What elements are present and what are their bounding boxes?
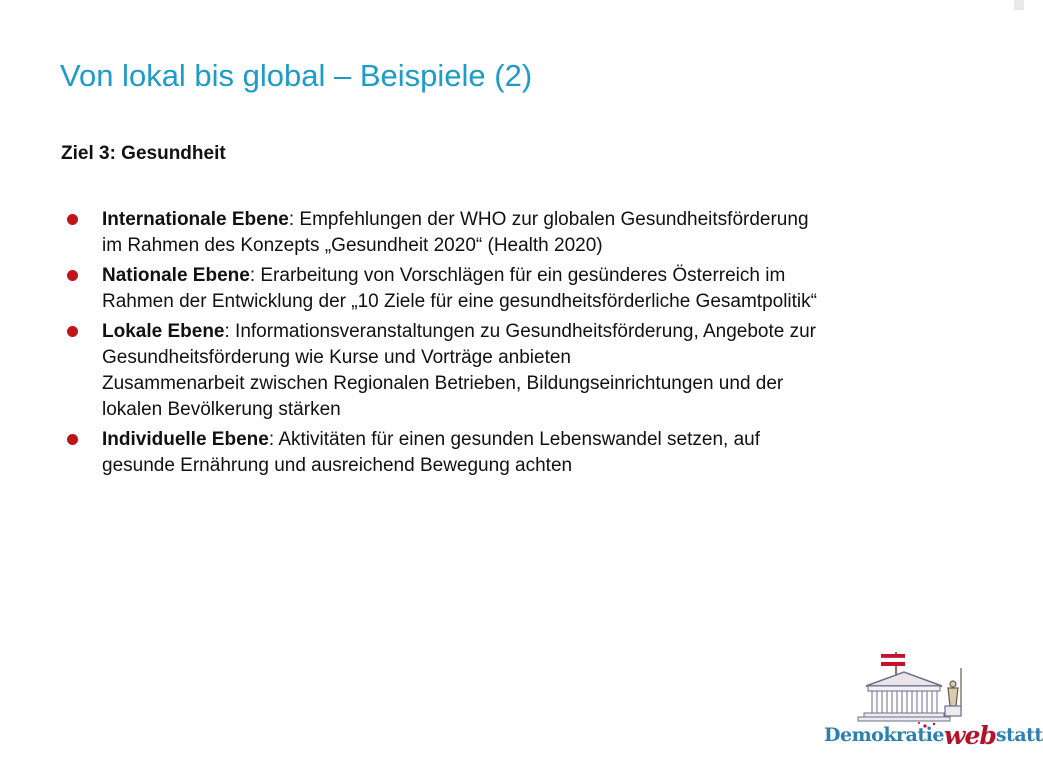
bullet-line-text: : Erarbeitung von Vorschlägen für ein gesünderes Österreich im: [249, 265, 786, 286]
logo-text-mid: web: [943, 721, 996, 750]
bullet-item-individual: [66, 427, 966, 479]
bullet-item-international: [66, 207, 966, 259]
bullet-line: gesunde Ernährung und ausreichend Bewegung achten: [102, 455, 573, 476]
bullet-dot-icon: [67, 270, 78, 281]
bullet-dot-icon: [67, 434, 78, 445]
bullet-text: [102, 427, 966, 479]
bullet-list: [66, 207, 966, 483]
bullet-text: [102, 263, 966, 315]
bullet-dot-icon: [67, 214, 78, 225]
bullet-line-text: : Informationsveranstaltungen zu Gesundheitsförderung, Angebote zur: [224, 321, 816, 342]
bullet-title: Internationale Ebene: [102, 209, 289, 230]
logo-text-left: Demokratie: [824, 724, 944, 746]
logo-text-right: statt: [995, 724, 1043, 746]
slide-title: Von lokal bis global – Beispiele (2): [60, 58, 533, 93]
demokratiewebstatt-logo: [824, 648, 1043, 758]
bullet-line: lokalen Bevölkerung stärken: [102, 399, 341, 420]
bullet-line: [102, 263, 966, 289]
bullet-line: [102, 207, 966, 233]
bullet-line: [102, 427, 966, 453]
bullet-item-local: [66, 319, 966, 423]
bullet-title: Individuelle Ebene: [102, 429, 269, 450]
bullet-title: Lokale Ebene: [102, 321, 225, 342]
bullet-title: Nationale Ebene: [102, 265, 250, 286]
bullet-dot-icon: [67, 326, 78, 337]
corner-mark: [1014, 0, 1024, 10]
bullet-item-national: [66, 263, 966, 315]
bullet-line: [102, 319, 966, 345]
slide-subtitle: Ziel 3: Gesundheit: [61, 143, 226, 164]
bullet-text: [102, 207, 966, 259]
bullet-text: [102, 319, 966, 423]
bullet-line: im Rahmen des Konzepts „Gesundheit 2020“ (Health 2020): [102, 235, 603, 256]
bullet-line: Zusammenarbeit zwischen Regionalen Betrieben, Bildungseinrichtungen und der: [102, 373, 784, 394]
bullet-line: Rahmen der Entwicklung der „10 Ziele für eine gesundheitsförderliche Gesamtpolitik“: [102, 291, 817, 312]
bullet-line-text: : Empfehlungen der WHO zur globalen Gesundheitsförderung: [288, 209, 809, 230]
bullet-line: Gesundheitsförderung wie Kurse und Vorträge anbieten: [102, 347, 571, 368]
parliament-illustration-icon: [824, 648, 1010, 728]
bullet-line-text: : Aktivitäten für einen gesunden Lebenswandel setzen, auf: [268, 429, 761, 450]
logo-wordmark: [824, 718, 1043, 750]
